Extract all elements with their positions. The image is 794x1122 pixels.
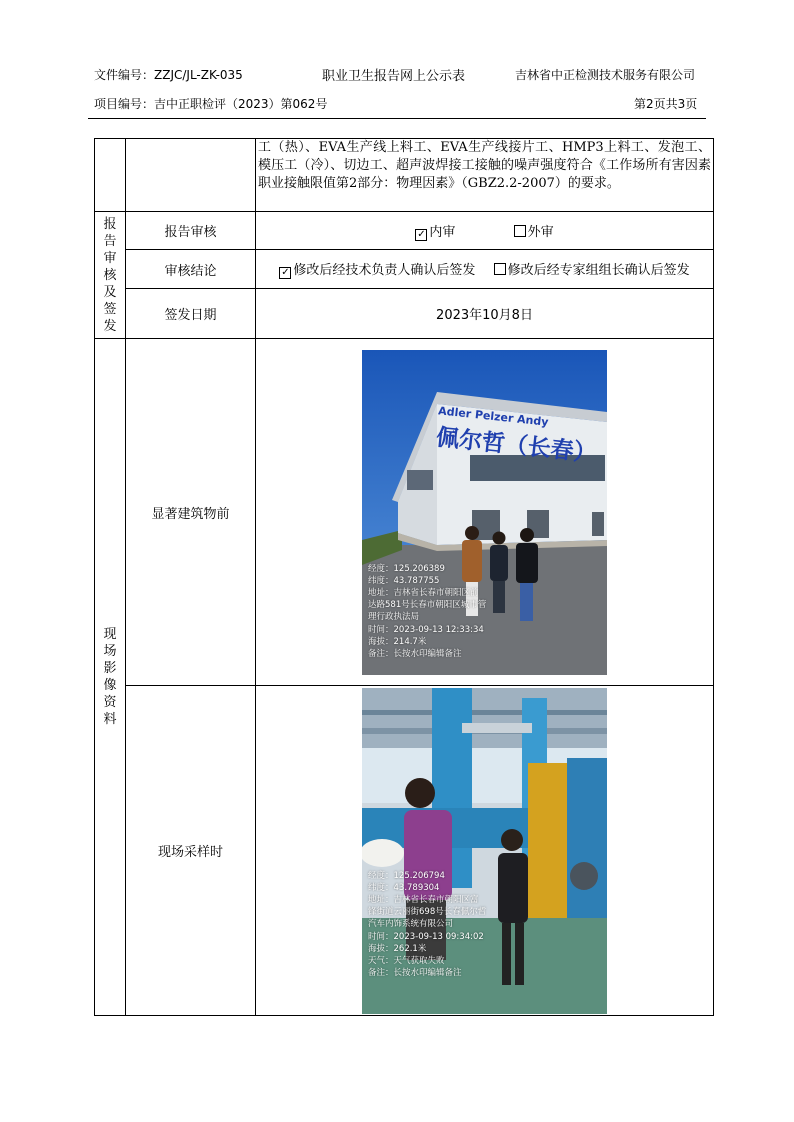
photo-row-building — [95, 339, 714, 686]
page-number: 第2页共3页 — [634, 97, 698, 111]
photo2-label: 现场采样时 — [126, 686, 256, 1016]
internal-review-option[interactable]: ✓ 内审 — [417, 224, 456, 240]
building-sign-en: Adler Pelzer Andy — [437, 403, 550, 429]
review-label: 报告审核 — [126, 212, 256, 250]
photo2-watermark: 经度：125.206794 纬度：43.789304 地址：吉林省长春市朝阳区富 锋街道云丽街698号长春佩尔哲 汽车内饰系统有限公司 时间：2023-09-13 09:34:02 海拔：262.1米 天气：天气获取失败 备注：长按水印编辑备注 — [368, 870, 487, 979]
file-number: 文件编号：ZZJC/JL-ZK-035 — [94, 68, 243, 82]
external-review-option[interactable]: 外审 — [514, 225, 554, 240]
checked-box-icon: ✓ — [417, 228, 426, 240]
conclusion-option-row — [95, 250, 714, 289]
conclusion-text: 工（热）、EVA生产线上料工、EVA生产线接片工、HMP3上料工、发泡工、模压工（冷）、切边工、超声波焊接工接触的噪声强度符合《工作场所有害因素职业接触限值第2部分：物理因素》（GBZ2.2-2007）的要求。 — [256, 139, 714, 212]
issue-date-value: 2023年10月8日 — [256, 289, 714, 339]
date-row — [95, 289, 714, 339]
photo1-label: 显著建筑物前 — [126, 339, 256, 686]
option-tech-lead[interactable]: ✓ 修改后经技术负责人确认后签发 — [281, 263, 476, 278]
review-options — [256, 212, 714, 250]
company-name: 吉林省中正检测技术服务有限公司 — [515, 68, 696, 82]
building-sign-cn: 佩尔哲（长春） — [434, 424, 598, 467]
review-conclusion-label: 审核结论 — [126, 250, 256, 289]
issue-date-label: 签发日期 — [126, 289, 256, 339]
photo-row-sampling — [95, 686, 714, 1016]
sampling-photo — [362, 688, 607, 1014]
publication-table — [94, 138, 714, 1016]
checked-box-icon: ✓ — [281, 267, 290, 278]
project-number: 项目编号：吉中正职检评（2023）第062号 — [94, 97, 328, 111]
review-row — [95, 212, 714, 250]
building-photo — [362, 350, 607, 675]
header-divider — [88, 118, 706, 119]
option-expert-lead[interactable]: 修改后经专家组组长确认后签发 — [494, 263, 690, 278]
site-section-label: 现 场 影 像 资 料 — [95, 339, 126, 1016]
review-conclusion-options — [256, 250, 714, 289]
conclusion-row — [95, 139, 714, 212]
unchecked-box-icon — [514, 225, 526, 237]
review-section-label: 报 告 审 核 及 签 发 — [95, 212, 126, 339]
unchecked-box-icon — [494, 263, 506, 275]
photo1-watermark: 经度：125.206389 纬度：43.787755 地址：吉林省长春市朝阳区前 达路581号长春市朝阳区城市管 理行政执法局 时间：2023-09-13 12:33:34 海拔：214.7米 备注：长按水印编辑备注 — [368, 563, 487, 659]
document-title: 职业卫生报告网上公示表 — [322, 69, 466, 84]
